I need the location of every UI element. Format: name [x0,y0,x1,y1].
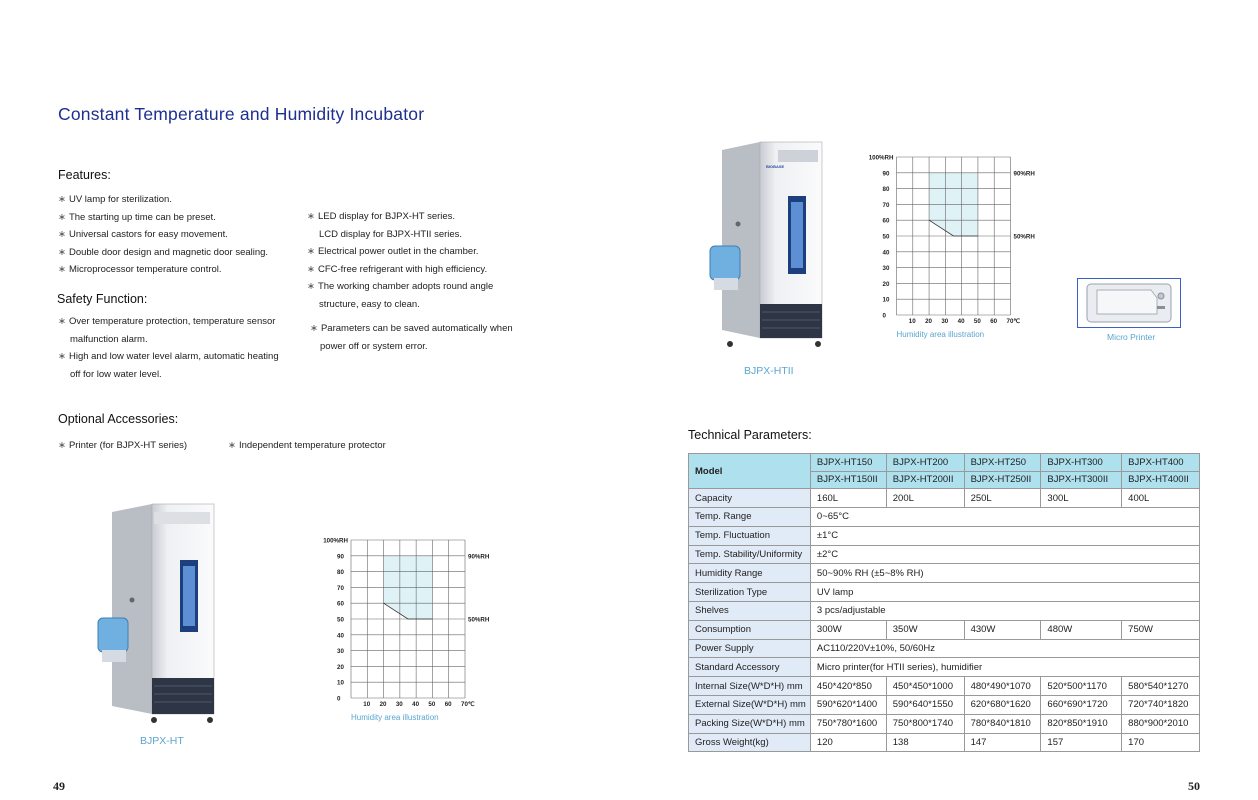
table-cell: 720*740*1820 [1122,695,1200,714]
accessory-item: ∗ Printer (for BJPX-HT series) [58,440,188,451]
brand-label: BIOBASE [766,164,785,169]
table-cell: 620*680*1620 [964,695,1041,714]
feature-item: ∗ The starting up time can be preset. [58,211,216,223]
y-tick-label: 100%RH [323,537,348,545]
table-cell: 750W [1122,620,1200,639]
page-title: Constant Temperature and Humidity Incubator [58,104,425,124]
y-tick-label: 10 [882,296,890,304]
row-label: Shelves [689,601,811,620]
table-cell: 138 [886,733,964,752]
table-cell: 450*420*850 [810,677,886,696]
row-label: Temp. Fluctuation [689,526,811,545]
model-cell: BJPX-HT250 [964,454,1041,472]
x-tick-label: 60 [444,701,452,708]
row-label: Gross Weight(kg) [689,733,811,752]
x-tick-label: 30 [941,318,949,325]
chart-caption: Humidity area illustration [351,713,439,722]
table-cell: 50~90% RH (±5~8% RH) [810,564,1199,583]
table-cell: ±2°C [810,545,1199,564]
table-cell: AC110/220V±10%, 50/60Hz [810,639,1199,658]
table-cell: 450*450*1000 [886,677,964,696]
feature-item: ∗ Electrical power outlet in the chamber. [307,246,479,258]
table-row [689,583,1200,602]
humidity-annotation: 50%RH [468,616,490,624]
table-header-row [689,454,1200,472]
page-number-left: 49 [53,779,65,793]
table-cell: 160L [810,489,886,508]
x-tick-label: 20 [925,318,932,325]
features-list-col2-last [310,320,513,355]
table-row [689,639,1200,658]
x-tick-label: 50 [428,701,436,708]
table-row [689,601,1200,620]
feature-item: ∗ CFC-free refrigerant with high efficiency. [307,263,488,275]
safety-list [58,313,279,383]
y-tick-label: 0 [337,695,341,703]
table-cell: 480*490*1070 [964,677,1041,696]
x-tick-label: 70℃ [1006,318,1021,325]
model-cell: BJPX-HT400II [1122,471,1200,489]
features-heading: Features: [58,168,111,182]
table-cell: 400L [1122,489,1200,508]
row-label: Capacity [689,489,811,508]
row-label: Temp. Range [689,507,811,526]
table-cell: 780*840*1810 [964,714,1041,733]
model-cell: BJPX-HT300 [1041,454,1122,472]
incubator-bjpx-htii-image [708,140,830,352]
table-row [689,507,1200,526]
row-label: External Size(W*D*H) mm [689,695,811,714]
table-row [689,714,1200,733]
model-cell: BJPX-HT200II [886,471,964,489]
x-tick-label: 60 [990,318,998,325]
micro-printer-caption: Micro Printer [1107,332,1156,342]
y-tick-label: 80 [882,186,890,194]
feature-item-cont: LCD display for BJPX-HTII series. [319,228,463,240]
micro-printer-image [1077,278,1181,328]
safety-heading: Safety Function: [57,292,148,306]
table-cell: 590*640*1550 [886,695,964,714]
table-row [689,695,1200,714]
table-cell: 350W [886,620,964,639]
model-header: Model [689,454,811,489]
chart-caption: Humidity area illustration [896,330,985,339]
feature-item: ∗ The working chamber adopts round angle [307,281,494,293]
y-tick-label: 90 [337,553,344,561]
humidity-annotation: 90%RH [468,553,490,561]
table-cell: 820*850*1910 [1041,714,1122,733]
table-cell: 590*620*1400 [810,695,886,714]
table-cell: 250L [964,489,1041,508]
y-tick-label: 60 [882,217,890,225]
table-cell: UV lamp [810,583,1199,602]
safety-item-cont: malfunction alarm. [70,333,148,345]
feature-item: ∗ UV lamp for sterilization. [58,194,172,205]
table-cell: 580*540*1270 [1122,677,1200,696]
table-row [689,658,1200,677]
accessory-item: ∗ Independent temperature protector [228,440,386,451]
x-tick-label: 40 [957,318,965,325]
feature-item: ∗ Parameters can be saved automatically when [310,323,513,334]
row-label: Humidity Range [689,564,811,583]
y-tick-label: 40 [882,249,890,257]
feature-item: ∗ Microprocessor temperature control. [58,264,222,276]
feature-item: ∗ LED display for BJPX-HT series. [307,211,456,222]
table-cell: 0~65°C [810,507,1199,526]
y-tick-label: 20 [337,663,344,671]
model-cell: BJPX-HT150II [810,471,886,489]
table-cell: 430W [964,620,1041,639]
y-tick-label: 50 [337,616,344,624]
table-cell: 750*780*1600 [810,714,886,733]
model-cell: BJPX-HT150 [810,454,886,472]
incubator-bjpx-ht-image [92,500,220,726]
table-cell: 200L [886,489,964,508]
table-row [689,526,1200,545]
table-row [689,489,1200,508]
row-label: Sterilization Type [689,583,811,602]
row-label: Standard Accessory [689,658,811,677]
y-tick-label: 70 [882,201,890,209]
table-row [689,545,1200,564]
humidity-chart-left [318,532,493,727]
model-cell: BJPX-HT250II [964,471,1041,489]
features-list-col1 [58,191,268,279]
model-cell: BJPX-HT200 [886,454,964,472]
product-caption-bjpx-htii: BJPX-HTII [744,365,794,377]
safety-item: ∗ High and low water level alarm, automatic heating [58,351,279,363]
model-cell: BJPX-HT300II [1041,471,1122,489]
table-row [689,564,1200,583]
table-cell: 660*690*1720 [1041,695,1122,714]
x-tick-label: 40 [412,701,420,708]
table-cell: 480W [1041,620,1122,639]
table-cell: 120 [810,733,886,752]
table-cell: 170 [1122,733,1200,752]
table-cell: 750*800*1740 [886,714,964,733]
table-cell: 300W [810,620,886,639]
safety-item-cont: off for low water level. [70,368,162,380]
table-cell: ±1°C [810,526,1199,545]
y-tick-label: 50 [882,233,890,241]
technical-parameters-table [688,453,1200,752]
y-tick-label: 100%RH [868,154,894,162]
product-caption-bjpx-ht: BJPX-HT [140,735,184,747]
table-cell: 147 [964,733,1041,752]
y-tick-label: 30 [337,648,344,656]
x-tick-label: 70℃ [461,701,475,708]
table-cell: 880*900*2010 [1122,714,1200,733]
row-label: Packing Size(W*D*H) mm [689,714,811,733]
row-label: Power Supply [689,639,811,658]
row-label: Temp. Stability/Uniformity [689,545,811,564]
y-tick-label: 10 [337,679,344,687]
feature-item: ∗ Universal castors for easy movement. [58,229,228,241]
table-cell: Micro printer(for HTII series), humidifier [810,658,1199,677]
x-tick-label: 10 [908,318,916,325]
y-tick-label: 0 [882,312,886,320]
y-tick-label: 90 [882,170,890,178]
humidity-chart-right [861,149,1041,344]
table-cell: 520*500*1170 [1041,677,1122,696]
table-row [689,677,1200,696]
y-tick-label: 20 [882,280,890,288]
humidity-annotation: 50%RH [1013,233,1035,241]
x-tick-label: 10 [363,701,371,708]
model-cell: BJPX-HT400 [1122,454,1200,472]
table-row [689,620,1200,639]
accessories-heading: Optional Accessories: [58,412,179,426]
table-cell: 3 pcs/adjustable [810,601,1199,620]
x-tick-label: 20 [379,701,387,708]
row-label: Consumption [689,620,811,639]
y-tick-label: 70 [337,584,344,592]
y-tick-label: 40 [337,632,344,640]
page-number-right: 50 [1188,779,1200,793]
table-row [689,733,1200,752]
feature-item: ∗ Double door design and magnetic door sealing. [58,246,269,258]
y-tick-label: 60 [337,600,344,608]
table-cell: 157 [1041,733,1122,752]
tech-params-heading: Technical Parameters: [688,428,812,442]
feature-item-cont: power off or system error. [320,340,428,352]
table-cell: 300L [1041,489,1122,508]
y-tick-label: 80 [337,569,344,577]
feature-item-cont: structure, easy to clean. [319,298,420,310]
safety-item: ∗ Over temperature protection, temperature sensor [58,316,276,327]
features-list-col2 [307,208,493,314]
x-tick-label: 30 [395,701,403,708]
x-tick-label: 50 [973,318,981,325]
y-tick-label: 30 [882,265,890,273]
row-label: Internal Size(W*D*H) mm [689,677,811,696]
humidity-annotation: 90%RH [1013,170,1035,178]
